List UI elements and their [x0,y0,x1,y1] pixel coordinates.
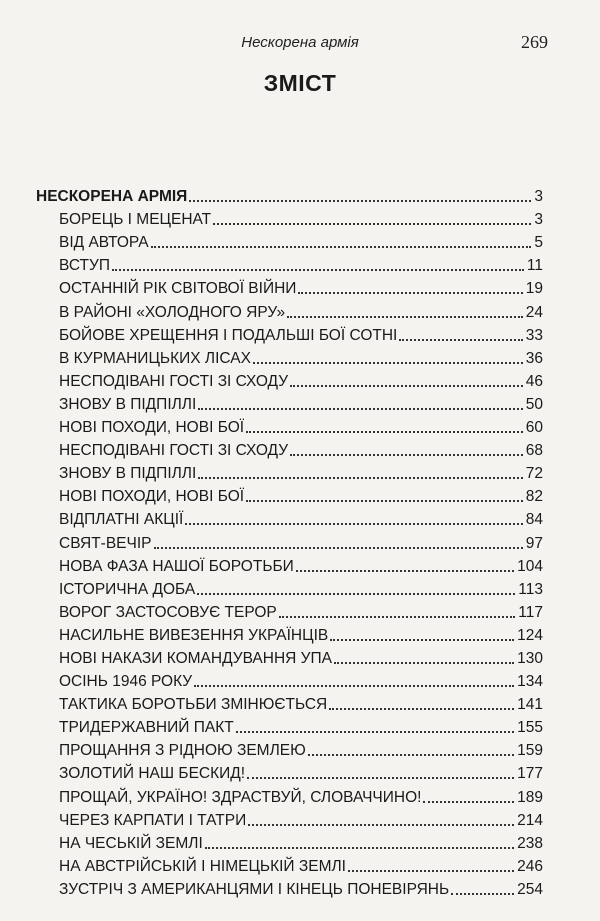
toc-entry [36,691,543,714]
toc-entry-title: ЗНОВУ В ПІДПІЛЛІ [59,465,197,483]
toc-entry-title: НОВА ФАЗА НАШОЇ БОРОТЬБИ [59,557,294,575]
toc-entry-title: НАСИЛЬНЕ ВИВЕЗЕННЯ УКРАЇНЦІВ [59,626,329,644]
toc-entry-title: БОЙОВЕ ХРЕЩЕННЯ І ПОДАЛЬШІ БОЇ СОТНІ [59,326,398,344]
table-of-contents [36,183,543,899]
toc-entry-page: 3 [534,188,543,206]
toc-entry-page: 155 [517,719,543,737]
dot-leader [246,500,523,502]
toc-entry-title: ОСТАННІЙ РІК СВІТОВОЇ ВІЙНИ [59,280,297,298]
dot-leader [290,385,523,387]
toc-entry-page: 19 [525,280,543,298]
dot-leader [334,662,514,664]
toc-entry [36,506,543,529]
dot-leader [451,893,514,895]
dot-leader [399,339,522,341]
toc-entry-title: В КУРМАНИЦЬКИХ ЛІСАХ [59,349,251,367]
toc-entry-page: 238 [517,834,543,852]
toc-entry [36,576,543,599]
dot-leader [185,523,522,525]
toc-entry-page: 50 [525,395,543,413]
toc-entry-title: ЗУСТРІЧ З АМЕРИКАНЦЯМИ І КІНЕЦЬ ПОНЕВІРЯНЬ [59,880,450,898]
dot-leader [213,223,531,225]
toc-entry-page: 113 [518,580,543,598]
toc-entry [36,645,543,668]
toc-entry-page: 130 [517,649,543,667]
toc-entry [36,460,543,483]
toc-entry [36,437,543,460]
toc-entry-page: 177 [517,765,543,783]
dot-leader [298,292,522,294]
toc-entry-page: 189 [517,788,543,806]
toc-entry-title: СВЯТ-ВЕЧІР [59,534,152,552]
toc-entry-page: 60 [525,419,543,437]
dot-leader [296,570,514,572]
page-header [0,32,600,56]
toc-entry-title: БОРЕЦЬ І МЕЦЕНАТ [59,211,212,229]
dot-leader [329,708,514,710]
toc-entry [36,807,543,830]
toc-entry-page: 254 [517,880,543,898]
toc-entry-page: 104 [517,557,543,575]
dot-leader [151,246,532,248]
toc-entry-title: ІСТОРИЧНА ДОБА [59,580,196,598]
toc-entry-title: ПРОЩАННЯ З РІДНОЮ ЗЕМЛЕЮ [59,742,306,760]
toc-entry-page: 84 [525,511,543,529]
toc-entry [36,714,543,737]
toc-entry-page: 3 [534,211,543,229]
toc-entry-page: 246 [517,857,543,875]
toc-entry-title: ВІД АВТОРА [59,234,149,252]
toc-entry-page: 68 [525,442,543,460]
dot-leader [247,777,514,779]
toc-entry-title: ЧЕРЕЗ КАРПАТИ І ТАТРИ [59,811,247,829]
dot-leader [246,431,523,433]
page-number: 269 [521,32,548,52]
dot-leader [253,362,523,364]
toc-entry [36,391,543,414]
toc-entry-page: 36 [525,349,543,367]
toc-entry-page: 214 [517,811,543,829]
toc-entry-title: ЗНОВУ В ПІДПІЛЛІ [59,395,197,413]
toc-entry-page: 134 [517,673,543,691]
toc-entry-page: 46 [525,372,543,390]
toc-entry [36,783,543,806]
dot-leader [287,316,523,318]
toc-entry [36,529,543,552]
toc-entry [36,252,543,275]
dot-leader [279,616,516,618]
toc-entry [36,853,543,876]
toc-entry [36,553,543,576]
toc-entry-page: 97 [525,534,543,552]
toc-entry-title: В РАЙОНІ «ХОЛОДНОГО ЯРУ» [59,303,286,321]
toc-entry [36,298,543,321]
dot-leader [194,685,514,687]
toc-entry [36,830,543,853]
dot-leader [308,754,514,756]
toc-entry-page: 72 [525,465,543,483]
toc-entry-page: 82 [525,488,543,506]
toc-entry-page: 11 [526,257,543,275]
toc-entry-title: ТРИДЕРЖАВНИЙ ПАКТ [59,719,234,737]
toc-entry-title: ОСІНЬ 1946 РОКУ [59,673,193,691]
dot-leader [189,200,531,202]
toc-entry-title: ЗОЛОТИЙ НАШ БЕСКИД! [59,765,246,783]
toc-entry-page: 141 [517,696,543,714]
dot-leader [290,454,523,456]
toc-entry-title: ТАКТИКА БОРОТЬБИ ЗМІНЮЄТЬСЯ [59,696,328,714]
dot-leader [197,593,515,595]
toc-entry-title: ВІДПЛАТНІ АКЦІЇ [59,511,184,529]
toc-entry-page: 124 [517,626,543,644]
toc-entry [36,206,543,229]
toc-entry [36,876,543,899]
toc-entry [36,414,543,437]
toc-entry-page: 159 [517,742,543,760]
dot-leader [198,408,522,410]
dot-leader [348,870,514,872]
dot-leader [112,269,524,271]
dot-leader [423,801,514,803]
toc-entry [36,622,543,645]
toc-entry-title: ВОРОГ ЗАСТОСОВУЄ ТЕРОР [59,603,277,621]
dot-leader [154,547,523,549]
toc-entry [36,737,543,760]
toc-entry [36,183,543,206]
toc-entry-page: 117 [518,603,543,621]
toc-entry-title: ВСТУП [59,257,110,275]
toc-entry [36,275,543,298]
toc-entry [36,368,543,391]
toc-entry-page: 33 [525,326,543,344]
toc-entry-title: ПРОЩАЙ, УКРАЇНО! ЗДРАСТВУЙ, СЛОВАЧЧИНО! [59,788,422,806]
dot-leader [205,847,514,849]
toc-entry-title: НЕСПОДІВАНІ ГОСТІ ЗІ СХОДУ [59,442,289,460]
dot-leader [330,639,514,641]
toc-entry-page: 24 [525,303,543,321]
dot-leader [248,824,514,826]
toc-entry-title: НОВІ ПОХОДИ, НОВІ БОЇ [59,419,245,437]
toc-entry [36,483,543,506]
toc-entry-title: НА АВСТРІЙСЬКІЙ І НІМЕЦЬКІЙ ЗЕМЛІ [59,857,346,875]
toc-entry [36,322,543,345]
toc-entry-title: НА ЧЕСЬКІЙ ЗЕМЛІ [59,834,203,852]
toc-title: ЗМІСТ [263,70,337,96]
toc-entry [36,229,543,252]
toc-entry [36,668,543,691]
toc-entry-title: НОВІ ПОХОДИ, НОВІ БОЇ [59,488,245,506]
toc-entry [36,345,543,368]
toc-entry [36,599,543,622]
toc-entry-title: НОВІ НАКАЗИ КОМАНДУВАННЯ УПА [59,649,332,667]
toc-entry-title: НЕСКОРЕНА АРМІЯ [36,188,188,206]
running-title: Нескорена армія [241,34,359,51]
toc-entry [36,760,543,783]
dot-leader [198,477,522,479]
toc-entry-title: НЕСПОДІВАНІ ГОСТІ ЗІ СХОДУ [59,372,289,390]
toc-entry-page: 5 [534,234,543,252]
dot-leader [236,731,514,733]
